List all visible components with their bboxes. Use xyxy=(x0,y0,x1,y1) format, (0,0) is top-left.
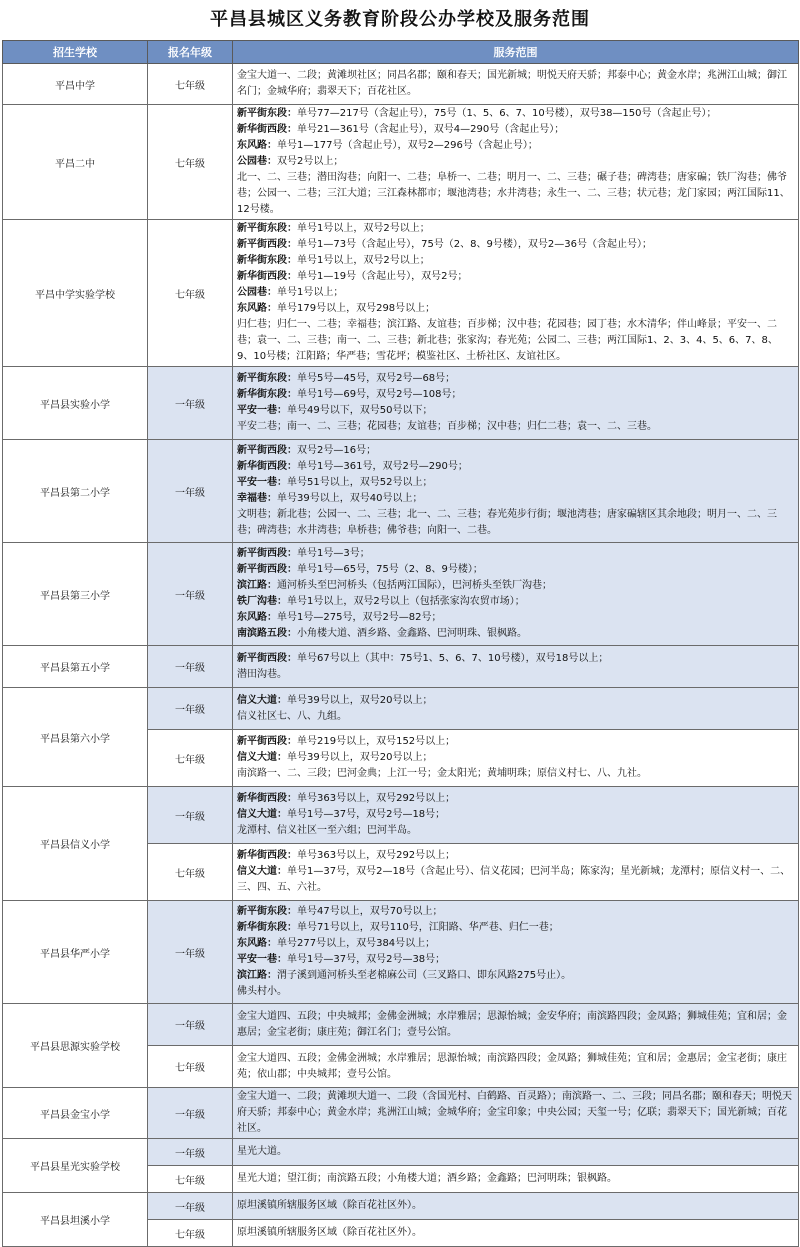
street-detail: 单号5号—45号，双号2号—68号； xyxy=(297,373,456,384)
street-label: 东风路： xyxy=(237,303,277,314)
service-range-line xyxy=(237,1198,794,1214)
street-label: 新平街东段： xyxy=(237,373,297,384)
service-range-line xyxy=(237,920,794,936)
service-range-line xyxy=(237,1171,794,1187)
service-range-cell xyxy=(233,367,799,440)
street-label: 幸福巷： xyxy=(237,493,277,504)
service-range-line xyxy=(237,968,794,984)
street-detail: 星光大道；望江街；南滨路五段；小角楼大道；酒乡路；金鑫路；巴河明珠；银枫路。 xyxy=(237,1173,617,1184)
school-name-cell: 平昌县金宝小学 xyxy=(3,1088,148,1139)
service-range-line xyxy=(237,507,794,539)
service-range-cell xyxy=(233,543,799,646)
service-range-line xyxy=(237,459,794,475)
service-range-cell xyxy=(233,1193,799,1220)
street-detail: 单号1号—275号，双号2号—82号； xyxy=(277,612,442,623)
table-row xyxy=(3,1088,799,1139)
table-row xyxy=(3,220,799,367)
grade-cell: 七年级 xyxy=(148,105,233,220)
grade-cell: 一年级 xyxy=(148,787,233,844)
service-range-cell xyxy=(233,646,799,688)
street-detail: 单号39号以上，双号20号以上； xyxy=(287,752,433,763)
street-detail: 单号39号以上，双号40号以上； xyxy=(277,493,423,504)
street-label: 新平街东段： xyxy=(237,906,297,917)
street-label: 公园巷： xyxy=(237,287,277,298)
street-label: 新华街西段： xyxy=(237,124,297,135)
street-detail: 单号21—361号（含起止号），双号4—290号（含起止号）； xyxy=(297,124,565,135)
service-range-line xyxy=(237,403,794,419)
school-name-cell: 平昌县思源实验学校 xyxy=(3,1004,148,1088)
page-title: 平昌县城区义务教育阶段公办学校及服务范围 xyxy=(210,9,590,30)
street-detail: 单号1号—3号； xyxy=(297,548,370,559)
service-range-line xyxy=(237,936,794,952)
service-range-line xyxy=(237,1225,794,1241)
street-detail: 单号1号—37号，双号2号—18号； xyxy=(287,809,446,820)
street-detail: 单号1号—69号，双号2号—108号； xyxy=(297,389,462,400)
street-label: 新平街西段： xyxy=(237,652,297,664)
street-detail: 文明巷；新北巷；公园一、二、三巷；北一、二、三巷；春光苑步行街；堰池湾巷；唐家碥辖区其余地段；明月一、二、三巷；碑湾巷；水井湾巷；阜桥巷；佛爷巷；向阳一、二巷。 xyxy=(237,509,777,536)
service-range-cell xyxy=(233,220,799,367)
table-row xyxy=(3,367,799,440)
service-range-line xyxy=(237,904,794,920)
service-range-line xyxy=(237,475,794,491)
street-detail: 星光大道。 xyxy=(237,1146,287,1157)
header-range: 服务范围 xyxy=(233,41,799,64)
service-range-line xyxy=(237,734,794,750)
street-label: 新平街西段： xyxy=(237,548,297,559)
service-range-line xyxy=(237,371,794,387)
table-row xyxy=(3,440,799,543)
service-range-line xyxy=(237,667,794,683)
school-service-table xyxy=(2,40,799,1247)
street-detail: 单号363号以上，双号292号以上； xyxy=(297,793,456,804)
table-row xyxy=(3,1193,799,1220)
service-range-line xyxy=(237,221,794,237)
street-label: 公园巷： xyxy=(237,156,277,167)
street-label: 新平街西段： xyxy=(237,564,297,575)
table-row xyxy=(3,64,799,105)
table-row xyxy=(3,1004,799,1046)
service-range-cell xyxy=(233,1088,799,1139)
grade-cell: 七年级 xyxy=(148,844,233,901)
street-detail: 单号1号以上，双号2号以上（包括张家沟农贸市场）； xyxy=(287,596,525,607)
grade-cell: 七年级 xyxy=(148,1220,233,1247)
school-name-cell: 平昌二中 xyxy=(3,105,148,220)
service-range-cell xyxy=(233,901,799,1004)
street-label: 信义大道： xyxy=(237,866,287,877)
street-detail: 金宝大道四、五段；金佛金洲城；水岸雅居；思源怡城；南滨路四段；金凤路；狮城佳苑；宜和居；金惠居；金宝老街；康庄苑；依山郡；中央城邦；壹号公馆。 xyxy=(237,1052,787,1080)
street-detail: 单号1号以上，双号2号以上； xyxy=(297,255,430,266)
school-name-cell: 平昌中学 xyxy=(3,64,148,105)
street-detail: 单号1号以上； xyxy=(277,287,344,298)
grade-cell: 一年级 xyxy=(148,646,233,688)
street-label: 新平街东段： xyxy=(237,223,297,234)
grade-cell: 一年级 xyxy=(148,367,233,440)
grade-cell: 一年级 xyxy=(148,1193,233,1220)
street-detail: 金宝大道一、二段；黄滩坝社区；同昌名郡；颐和春天；国光新城；明悦天府天骄；邦泰中心；黄金水岸；兆洲江山城；御江名门；金城华府；翡翠天下；百花社区。 xyxy=(237,70,787,97)
street-detail: 归仁巷；归仁一、二巷；幸福巷；滨江路、友谊巷；百步梯；汉中巷；花园巷；园丁巷；水木清华；伴山峰景；平安一、二巷；袁一、二、三巷；南一、二、三巷；新北巷；张家沟；春光苑；公园二、三巷；两江国际1、2、3、4、5、6、7、8、9、10号楼；江阳路；华严巷；雪花坪；模鉴社区、土桥社区、友谊社区。 xyxy=(237,319,778,362)
street-label: 新华街西段： xyxy=(237,793,297,804)
street-detail: 双号2号—16号； xyxy=(297,445,377,456)
street-detail: 单号1—177号（含起止号），双号2—296号（含起止号）； xyxy=(277,140,538,151)
street-detail: 单号51号以上，双号52号以上； xyxy=(287,477,433,488)
service-range-line xyxy=(237,1089,794,1137)
school-name-cell: 平昌中学实验学校 xyxy=(3,220,148,367)
street-label: 平安一巷： xyxy=(237,405,287,416)
service-range-cell xyxy=(233,844,799,901)
grade-cell: 一年级 xyxy=(148,1004,233,1046)
street-label: 东风路： xyxy=(237,140,277,151)
street-label: 新华街西段： xyxy=(237,850,297,861)
street-detail: 单号1号—361号，双号2号—290号； xyxy=(297,461,468,472)
table-row xyxy=(3,543,799,646)
service-range-line xyxy=(237,106,794,122)
street-detail: 单号39号以上，双号20号以上； xyxy=(287,694,433,706)
service-range-cell xyxy=(233,105,799,220)
service-range-line xyxy=(237,952,794,968)
service-range-line xyxy=(237,610,794,626)
service-range-line xyxy=(237,387,794,403)
table-row xyxy=(3,1139,799,1166)
street-label: 东风路： xyxy=(237,938,277,949)
street-detail: 单号277号以上，双号384号以上； xyxy=(277,938,436,949)
street-detail: 单号1—19号（含起止号），双号2号； xyxy=(297,271,468,282)
street-detail: 北一、二、三巷；潜田沟巷；向阳一、二巷；阜桥一、二巷；明月一、二、三巷；碾子巷；碑湾巷；唐家碥；铁厂沟巷；佛爷巷；公园一、二巷；三江大道；三江森林都市；堰池湾巷；水井湾巷；永生一、二、三巷；状元巷；龙门家园；两江国际11、12号楼。 xyxy=(237,172,790,215)
service-range-line xyxy=(237,984,794,1000)
school-name-cell: 平昌县第五小学 xyxy=(3,646,148,688)
service-range-line xyxy=(237,269,794,285)
street-detail: 单号47号以上，双号70号以上； xyxy=(297,906,443,917)
street-label: 新平街西段： xyxy=(237,239,297,250)
service-range-line xyxy=(237,301,794,317)
street-label: 新华街东段： xyxy=(237,389,297,400)
header-school: 招生学校 xyxy=(3,41,148,64)
street-detail: 单号363号以上，双号292号以上； xyxy=(297,850,456,861)
street-label: 铁厂沟巷： xyxy=(237,596,287,607)
service-range-line xyxy=(237,562,794,578)
service-range-line xyxy=(237,285,794,301)
school-name-cell: 平昌县第三小学 xyxy=(3,543,148,646)
street-label: 新华街西段： xyxy=(237,271,297,282)
street-detail: 单号1号以上，双号2号以上； xyxy=(297,223,430,234)
table-row xyxy=(3,787,799,844)
service-range-line xyxy=(237,791,794,807)
street-detail: 金宝大道一、二段；黄滩坝大道一、二段（含国光村、白鹤路、百灵路）；南滨路一、二、三段；同昌名郡；颐和春天；明悦天府天骄；邦泰中心；黄金水岸；兆洲江山城；金城华府；金宝印象；中央公园；天玺一号；亿联；翡翠天下；国光新城；百花社区。 xyxy=(237,1091,792,1134)
street-label: 信义大道： xyxy=(237,809,287,820)
grade-cell: 七年级 xyxy=(148,1166,233,1193)
street-detail: 单号49号以下，双号50号以下； xyxy=(287,405,433,416)
street-label: 新平街东段： xyxy=(237,108,297,119)
street-detail: 信义社区七、八、九组。 xyxy=(237,710,347,722)
street-detail: 金宝大道四、五段；中央城邦；金佛金洲城；水岸雅居；思源怡城；金安华府；南滨路四段；金凤路；狮城佳苑；宜和居；金惠居；金宝老街；康庄苑；御江名门；壹号公馆。 xyxy=(237,1010,787,1038)
service-range-line xyxy=(237,122,794,138)
service-range-cell xyxy=(233,1139,799,1166)
school-name-cell: 平昌县信义小学 xyxy=(3,787,148,901)
service-range-line xyxy=(237,709,794,725)
grade-cell: 七年级 xyxy=(148,220,233,367)
street-detail: 单号1—37号，双号2—18号（含起止号）、信义花园；巴河半岛；陈家沟；星光新城；龙潭村；原信义村一、二、三、四、五、六社。 xyxy=(237,866,791,893)
grade-cell: 一年级 xyxy=(148,1088,233,1139)
service-range-line xyxy=(237,1144,794,1160)
service-range-line xyxy=(237,823,794,839)
street-detail: 单号1号—65号，75号（2、8、9号楼）； xyxy=(297,564,483,575)
school-name-cell: 平昌县星光实验学校 xyxy=(3,1139,148,1193)
service-range-cell xyxy=(233,787,799,844)
table-row xyxy=(3,688,799,730)
street-detail: 单号1—73号（含起止号），75号（2、8、9号楼），双号2—36号（含起止号）； xyxy=(297,239,652,250)
street-detail: 平安二巷；南一、二、三巷；花园巷；友谊巷；百步梯；汉中巷；归仁二巷；袁一、二、三巷。 xyxy=(237,421,657,432)
service-range-cell xyxy=(233,1220,799,1247)
grade-cell: 一年级 xyxy=(148,901,233,1004)
service-range-cell xyxy=(233,64,799,105)
street-detail: 南滨路一、二、三段；巴河金典；上江一号；金太阳光；黄埔明珠；原信义村七、八、九社。 xyxy=(237,768,647,779)
school-name-cell: 平昌县实验小学 xyxy=(3,367,148,440)
service-range-line xyxy=(237,443,794,459)
school-name-cell: 平昌县第二小学 xyxy=(3,440,148,543)
service-range-line xyxy=(237,750,794,766)
service-range-line xyxy=(237,864,794,896)
street-detail: 原坦溪镇所辖服务区域（除百花社区外）。 xyxy=(237,1227,422,1238)
table-row xyxy=(3,646,799,688)
grade-cell: 七年级 xyxy=(148,64,233,105)
table-row xyxy=(3,105,799,220)
service-range-cell xyxy=(233,688,799,730)
street-label: 东风路： xyxy=(237,612,277,623)
street-label: 滨江路： xyxy=(237,970,277,981)
grade-cell: 七年级 xyxy=(148,1046,233,1088)
service-range-cell xyxy=(233,1166,799,1193)
school-name-cell: 平昌县华严小学 xyxy=(3,901,148,1004)
street-detail: 单号219号以上，双号152号以上； xyxy=(297,736,456,747)
street-label: 新平街西段： xyxy=(237,445,297,456)
service-range-cell xyxy=(233,1046,799,1088)
service-range-line xyxy=(237,317,794,365)
street-detail: 通河桥头至巴河桥头（包括两江国际），巴河桥头至铁厂沟巷； xyxy=(277,580,552,591)
service-range-line xyxy=(237,766,794,782)
street-label: 新华街西段： xyxy=(237,461,297,472)
street-label: 新华街东段： xyxy=(237,255,297,266)
street-detail: 原坦溪镇所辖服务区域（除百花社区外）。 xyxy=(237,1200,422,1211)
service-range-line xyxy=(237,154,794,170)
service-range-line xyxy=(237,848,794,864)
grade-cell: 七年级 xyxy=(148,730,233,787)
street-detail: 小角楼大道、酒乡路、金鑫路、巴河明珠、银枫路。 xyxy=(297,628,527,639)
street-detail: 单号71号以上，双号110号，江阳路、华严巷、归仁一巷； xyxy=(297,922,559,933)
service-range-line xyxy=(237,253,794,269)
service-range-line xyxy=(237,651,794,667)
grade-cell: 一年级 xyxy=(148,1139,233,1166)
service-range-line xyxy=(237,138,794,154)
service-range-line xyxy=(237,693,794,709)
service-range-cell xyxy=(233,730,799,787)
street-label: 新平街西段： xyxy=(237,736,297,747)
street-label: 新华街东段： xyxy=(237,922,297,933)
service-range-line xyxy=(237,626,794,642)
service-range-line xyxy=(237,491,794,507)
table-header-row xyxy=(3,41,799,64)
grade-cell: 一年级 xyxy=(148,440,233,543)
street-detail: 单号179号以上，双号298号以上； xyxy=(277,303,436,314)
service-range-cell xyxy=(233,1004,799,1046)
grade-cell: 一年级 xyxy=(148,688,233,730)
table-row xyxy=(3,901,799,1004)
street-detail: 单号77—217号（含起止号），75号（1、5、6、7、10号楼），双号38—150号（含起止号）； xyxy=(297,108,717,119)
street-detail: 佛头村小。 xyxy=(237,986,287,997)
service-range-line xyxy=(237,237,794,253)
street-label: 平安一巷： xyxy=(237,954,287,965)
street-detail: 潜田沟巷。 xyxy=(237,668,287,680)
service-range-line xyxy=(237,594,794,610)
school-name-cell: 平昌县坦溪小学 xyxy=(3,1193,148,1247)
street-detail: 单号1号—37号，双号2号—38号； xyxy=(287,954,446,965)
service-range-line xyxy=(237,546,794,562)
street-label: 信义大道： xyxy=(237,752,287,763)
service-range-line xyxy=(237,1051,794,1083)
service-range-cell xyxy=(233,440,799,543)
street-label: 平安一巷： xyxy=(237,477,287,488)
grade-cell: 一年级 xyxy=(148,543,233,646)
service-range-line xyxy=(237,578,794,594)
service-range-line xyxy=(237,170,794,218)
street-detail: 龙潭村、信义社区一至六组；巴河半岛。 xyxy=(237,825,417,836)
street-detail: 渭子溪到通河桥头至老棉麻公司（三叉路口、即东风路275号止）。 xyxy=(277,970,572,981)
header-grade: 报名年级 xyxy=(148,41,233,64)
service-range-line xyxy=(237,1009,794,1041)
service-range-line xyxy=(237,807,794,823)
street-label: 信义大道： xyxy=(237,694,287,706)
service-range-line xyxy=(237,68,794,100)
school-name-cell: 平昌县第六小学 xyxy=(3,688,148,787)
service-range-line xyxy=(237,419,794,435)
street-label: 南滨路五段： xyxy=(237,628,297,639)
street-detail: 双号2号以上； xyxy=(277,156,344,167)
street-detail: 单号67号以上（其中：75号1、5、6、7、10号楼），双号18号以上； xyxy=(297,652,609,664)
street-label: 滨江路： xyxy=(237,580,277,591)
